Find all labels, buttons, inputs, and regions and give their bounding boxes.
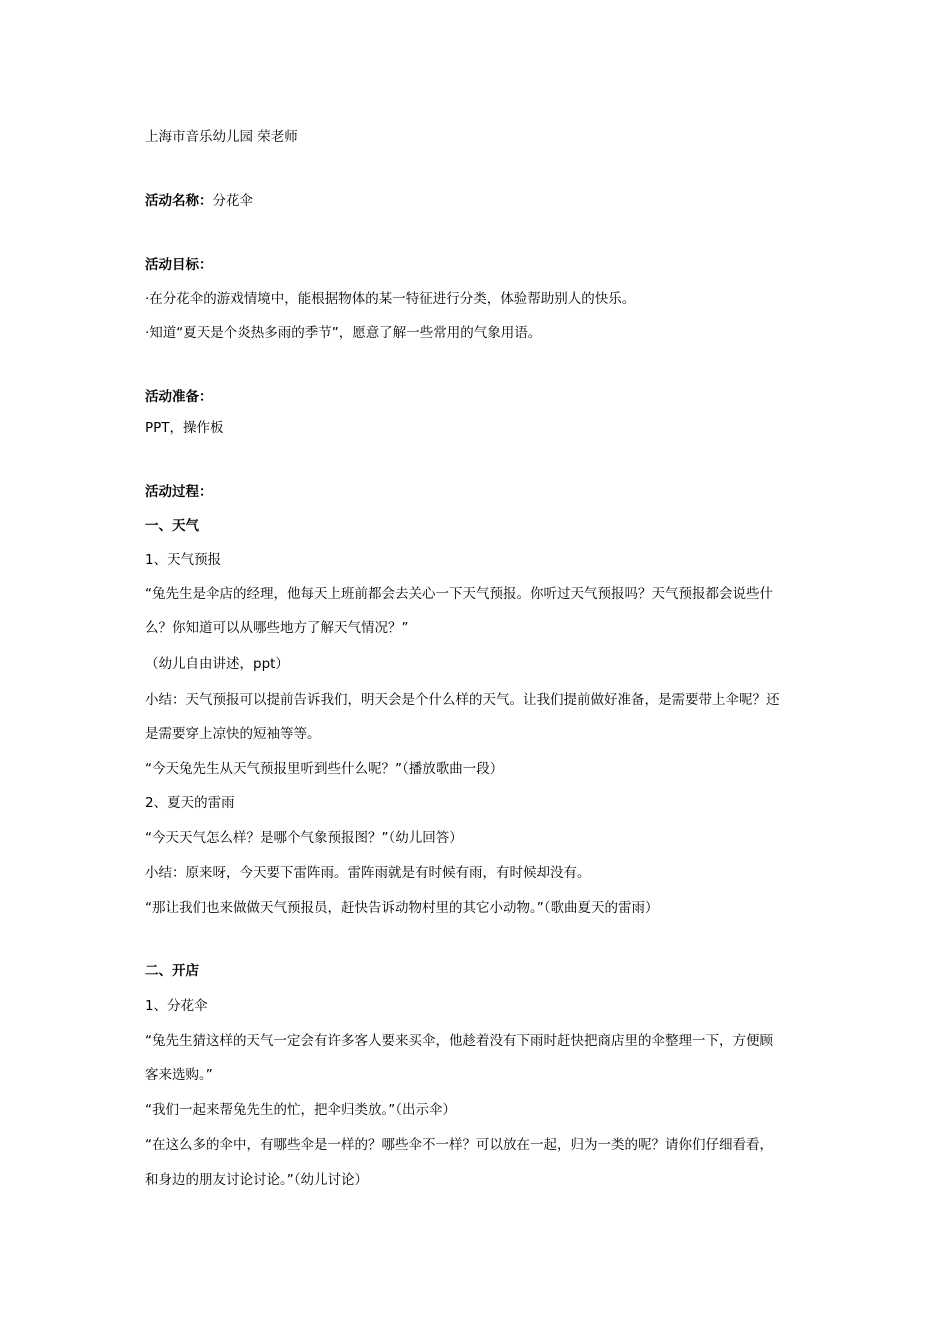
section1-sub2-summary: 小结：原来呀，今天要下雷阵雨。雷阵雨就是有时候有雨，有时候却没有。 [145,865,591,881]
process-heading: 活动过程： [145,484,213,500]
preparation-heading: 活动准备： [145,389,213,405]
activity-name-line [145,191,817,211]
section1-sub2-quote2: “那让我们也来做做天气预报员，赶快告诉动物村里的其它小动物。”（歌曲夏天的雷雨） [145,900,659,916]
section1-sub2-quote1: “今天天气怎么样？是哪个气象预报图？”（幼儿回答） [145,830,463,846]
section2-sub1-quote2: “我们一起来帮兔先生的忙，把伞归类放。”（出示伞） [145,1102,456,1118]
section1-sub1-quote-line2: 么？你知道可以从哪些地方了解天气情况？” [145,620,409,636]
section2-sub1-quote1-line2: 客来选购。” [145,1067,213,1083]
author-line: 上海市音乐幼儿园 荣老师 [145,129,298,145]
section2-sub1-quote1-line1: “兔先生猜这样的天气一定会有许多客人要来买伞，他趁着没有下雨时赶快把商店里的伞整理一下，方便顾 [145,1033,773,1049]
section1-sub1-summary-line1: 小结：天气预报可以提前告诉我们，明天会是个什么样的天气。让我们提前做好准备，是需要带上伞呢？还 [145,692,780,708]
activity-name-value: 分花伞 [212,193,253,209]
section1-sub1-quote2: “今天兔先生从天气预报里听到些什么呢？”（播放歌曲一段） [145,761,504,777]
section1-sub1-quote-line1: “兔先生是伞店的经理，他每天上班前都会去关心一下天气预报。你听过天气预报吗？天气预报都会说些什 [145,586,773,602]
section2-sub1-quote3-line1: “在这么多的伞中，有哪些伞是一样的？哪些伞不一样？可以放在一起，归为一类的呢？请你们仔细看看， [145,1137,773,1153]
section2-sub1-quote3-line2: 和身边的朋友讨论讨论。”（幼儿讨论） [145,1172,368,1188]
section1-sub1-title: 1、天气预报 [145,552,222,568]
goals-heading: 活动目标： [145,257,213,273]
section1-sub2-title: 2、夏天的雷雨 [145,795,235,811]
goal-item-1: ·在分花伞的游戏情境中，能根据物体的某一特征进行分类，体验帮助别人的快乐。 [145,291,636,307]
section1-sub1-summary-line2: 是需要穿上凉快的短袖等等。 [145,726,321,742]
activity-name-label: 活动名称： [145,193,213,209]
preparation-text: PPT，操作板 [145,420,224,436]
section2-title: 二、开店 [145,963,199,979]
goal-item-2: ·知道“夏天是个炎热多雨的季节”，愿意了解一些常用的气象用语。 [145,325,542,341]
section2-sub1-title: 1、分花伞 [145,998,208,1014]
section1-title: 一、天气 [145,518,199,534]
section1-sub1-note: （幼儿自由讲述，ppt） [145,656,289,672]
